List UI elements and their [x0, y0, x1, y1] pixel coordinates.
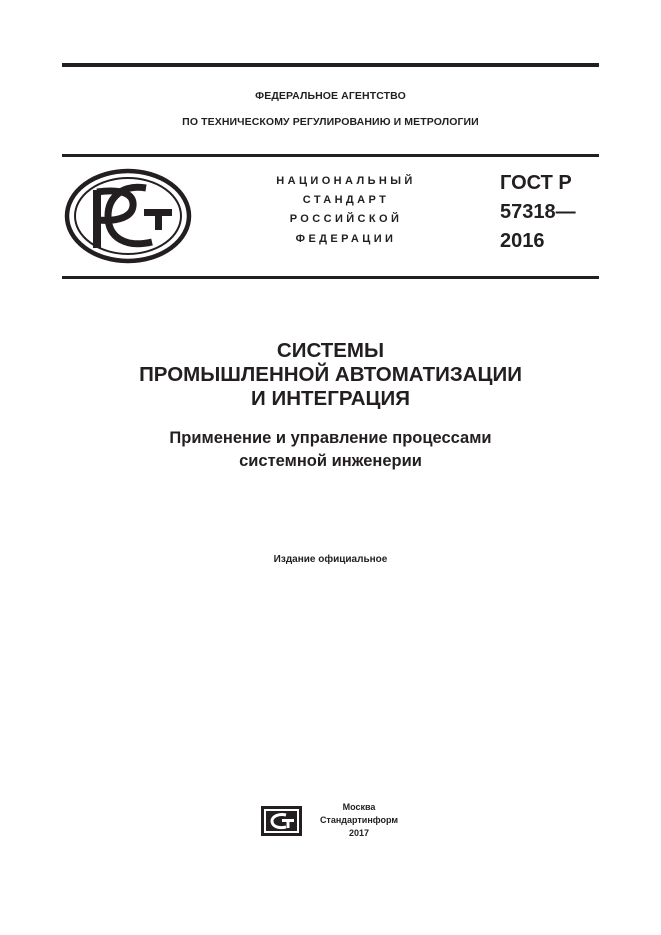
designation-line-3: 2016	[500, 230, 545, 252]
edition-label: Издание официальное	[273, 554, 388, 565]
designation-line-2: 57318—	[500, 201, 576, 223]
title-line-3: И ИНТЕГРАЦИЯ	[251, 387, 410, 410]
standard-type-line-3: РОССИЙСКОЙ	[289, 213, 403, 225]
subtitle-line-2: системной инженерии	[239, 452, 422, 470]
middle-rule	[62, 154, 599, 157]
standard-type-line-2: СТАНДАРТ	[302, 194, 390, 206]
bottom-rule	[62, 276, 599, 279]
agency-line-2: ПО ТЕХНИЧЕСКОМУ РЕГУЛИРОВАНИЮ И МЕТРОЛОГИИ	[182, 116, 479, 128]
standard-type-line-1: НАЦИОНАЛЬНЫЙ	[276, 175, 416, 187]
publisher-city: Москва	[342, 802, 376, 812]
publisher-name: Стандартинформ	[319, 815, 399, 825]
designation-line-1: ГОСТ Р	[500, 172, 572, 194]
title-line-2: ПРОМЫШЛЕННОЙ АВТОМАТИЗАЦИИ	[139, 363, 522, 386]
agency-line-1: ФЕДЕРАЛЬНОЕ АГЕНТСТВО	[255, 90, 406, 102]
top-rule	[62, 63, 599, 67]
standartinform-logo-icon	[261, 806, 302, 836]
publisher-year: 2017	[348, 828, 370, 838]
rst-emblem-icon	[64, 168, 192, 264]
standard-type-line-4: ФЕДЕРАЦИИ	[295, 233, 397, 245]
title-line-1: СИСТЕМЫ	[276, 339, 385, 362]
subtitle-line-1: Применение и управление процессами	[169, 429, 492, 447]
